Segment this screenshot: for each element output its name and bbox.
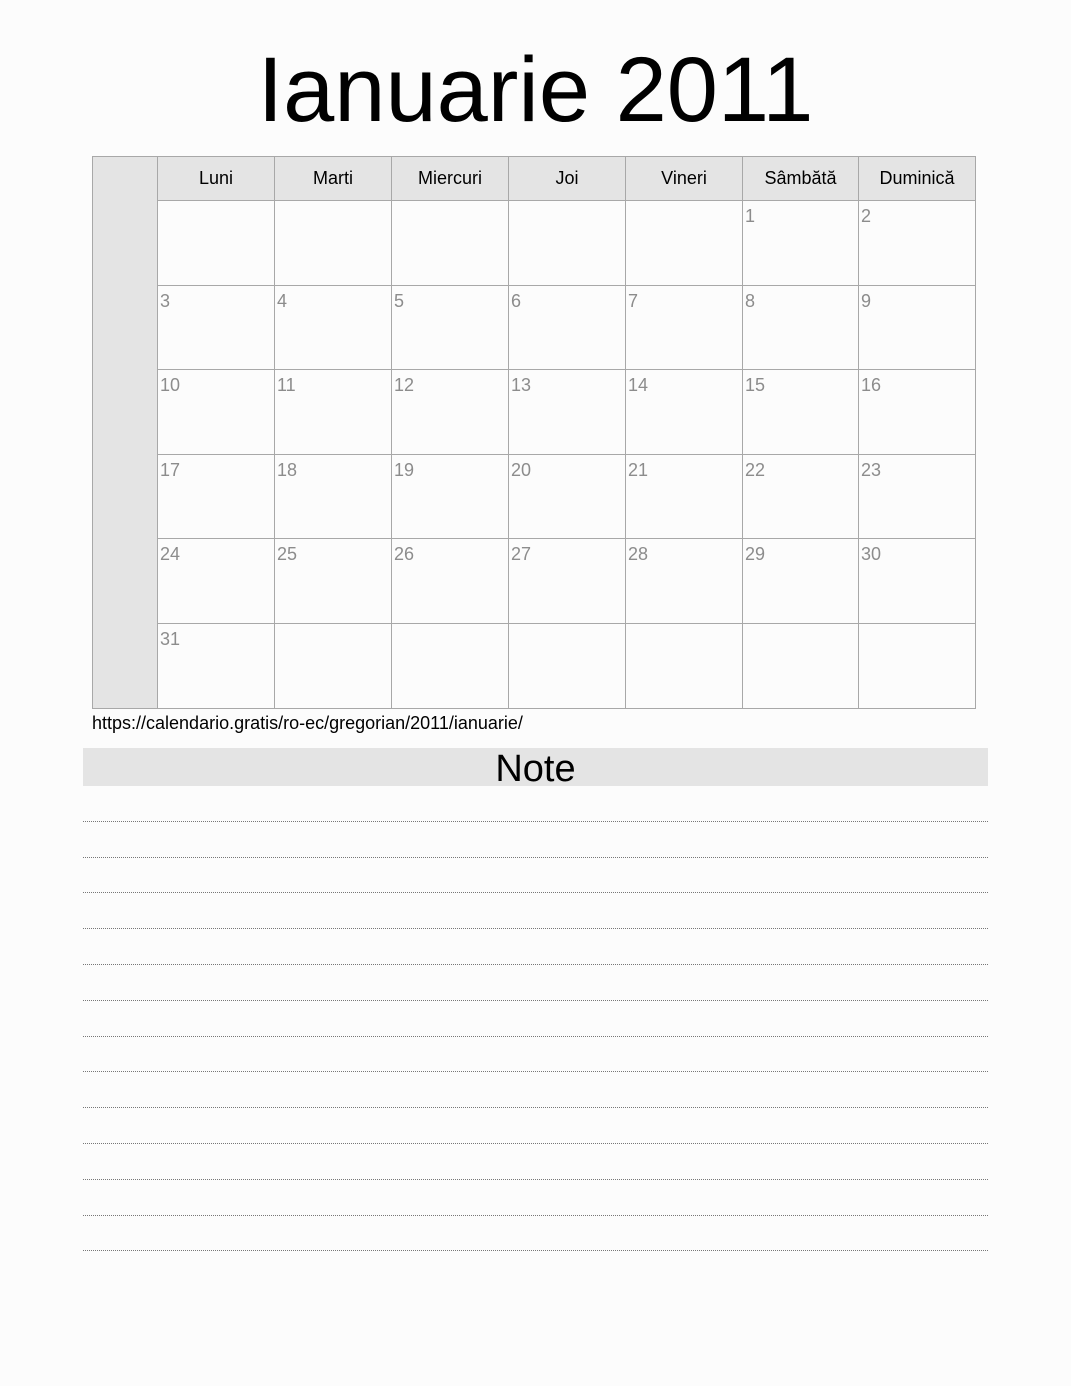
notes-lines: [83, 786, 988, 1251]
weekday-header-sunday: Duminică: [879, 168, 955, 188]
day-cell: [626, 624, 743, 709]
notes-title: Note: [83, 748, 988, 786]
day-cell: [158, 539, 275, 624]
note-line: [83, 1037, 988, 1073]
day-number: 30: [861, 544, 882, 564]
note-line: [83, 786, 988, 822]
day-cell: [626, 370, 743, 455]
day-cell: [392, 286, 509, 371]
note-line: [83, 858, 988, 894]
day-number: 21: [628, 459, 649, 480]
day-cell: [275, 539, 392, 624]
note-line: [83, 822, 988, 858]
day-number: 7: [628, 290, 639, 311]
day-cell: [859, 370, 975, 455]
note-line: [83, 965, 988, 1001]
day-cell: [859, 286, 975, 371]
day-cell: [743, 370, 859, 455]
day-number: 31: [160, 628, 181, 649]
day-cell: [859, 201, 975, 286]
day-cell: [509, 286, 626, 371]
day-cell: [509, 201, 626, 286]
day-cell: [626, 201, 743, 286]
day-cell: [509, 455, 626, 540]
day-cell: [859, 624, 975, 709]
note-line: [83, 1001, 988, 1037]
day-number: 10: [160, 375, 181, 395]
day-cell: [275, 624, 392, 709]
day-number: 4: [277, 290, 288, 311]
day-cell: [509, 370, 626, 455]
day-number: 8: [745, 290, 756, 311]
day-cell: [626, 455, 743, 540]
day-cell: [158, 286, 275, 371]
day-cell: [859, 539, 975, 624]
day-number: 1: [745, 206, 756, 226]
day-cell: [158, 370, 275, 455]
day-cell: [275, 201, 392, 286]
day-number: 2: [861, 206, 872, 226]
day-cell: [509, 539, 626, 624]
day-number: 28: [628, 544, 649, 564]
day-cell: [626, 286, 743, 371]
note-line: [83, 1072, 988, 1108]
day-cell: [392, 455, 509, 540]
day-cell: [743, 539, 859, 624]
day-cell: [158, 201, 275, 286]
day-number: 12: [394, 375, 415, 395]
day-cell: [859, 455, 975, 540]
day-number: 17: [160, 459, 181, 480]
note-line: [83, 1180, 988, 1216]
day-cell: [275, 370, 392, 455]
day-number: 9: [861, 290, 872, 311]
day-cell: [392, 201, 509, 286]
day-cell: [626, 539, 743, 624]
day-number: 6: [511, 290, 522, 311]
weekday-header-row: [158, 157, 975, 201]
day-number: 5: [394, 290, 405, 311]
calendar-title: Ianuarie 2011: [257, 39, 814, 141]
weekday-header-monday: Luni: [158, 157, 275, 200]
day-number: 11: [277, 375, 296, 395]
day-cell: [275, 286, 392, 371]
day-cell: [158, 455, 275, 540]
day-cell: [509, 624, 626, 709]
day-number: 15: [745, 375, 766, 395]
note-line: [83, 1144, 988, 1180]
day-number: 19: [394, 459, 415, 480]
note-line: [83, 1108, 988, 1144]
day-cell: [743, 286, 859, 371]
day-number: 3: [160, 290, 171, 311]
day-number: 22: [745, 459, 766, 480]
day-number: 26: [394, 544, 415, 564]
note-line: [83, 1216, 988, 1252]
day-cell: [275, 455, 392, 540]
day-number: 18: [277, 459, 298, 480]
day-number: 25: [277, 544, 298, 564]
day-cell: [743, 624, 859, 709]
day-number: 27: [511, 544, 532, 564]
source-url[interactable]: https://calendario.gratis/ro-ec/gregorian/2011/ianuarie/: [92, 713, 523, 733]
note-line: [83, 893, 988, 929]
day-number: 14: [628, 375, 649, 395]
day-number: 24: [160, 544, 181, 564]
weekday-header-wednesday: Miercuri: [392, 157, 509, 200]
day-cell: [392, 539, 509, 624]
weekday-header-saturday: Sâmbătă: [743, 157, 859, 200]
week-number-column: [93, 157, 158, 708]
day-cell: [392, 370, 509, 455]
weekday-header-thursday: Joi: [509, 157, 626, 200]
day-cell: [158, 624, 275, 709]
day-number: 23: [861, 459, 882, 480]
month-calendar: [92, 156, 976, 709]
day-number: 29: [745, 544, 766, 564]
weekday-header-friday: Vineri: [626, 157, 743, 200]
day-number: 20: [511, 459, 532, 480]
day-cell: [392, 624, 509, 709]
day-grid: [158, 201, 975, 708]
day-number: 16: [861, 375, 882, 395]
day-cell: [743, 201, 859, 286]
day-cell: [743, 455, 859, 540]
note-line: [83, 929, 988, 965]
day-number: 13: [511, 375, 532, 395]
weekday-header-tuesday: Marti: [275, 157, 392, 200]
